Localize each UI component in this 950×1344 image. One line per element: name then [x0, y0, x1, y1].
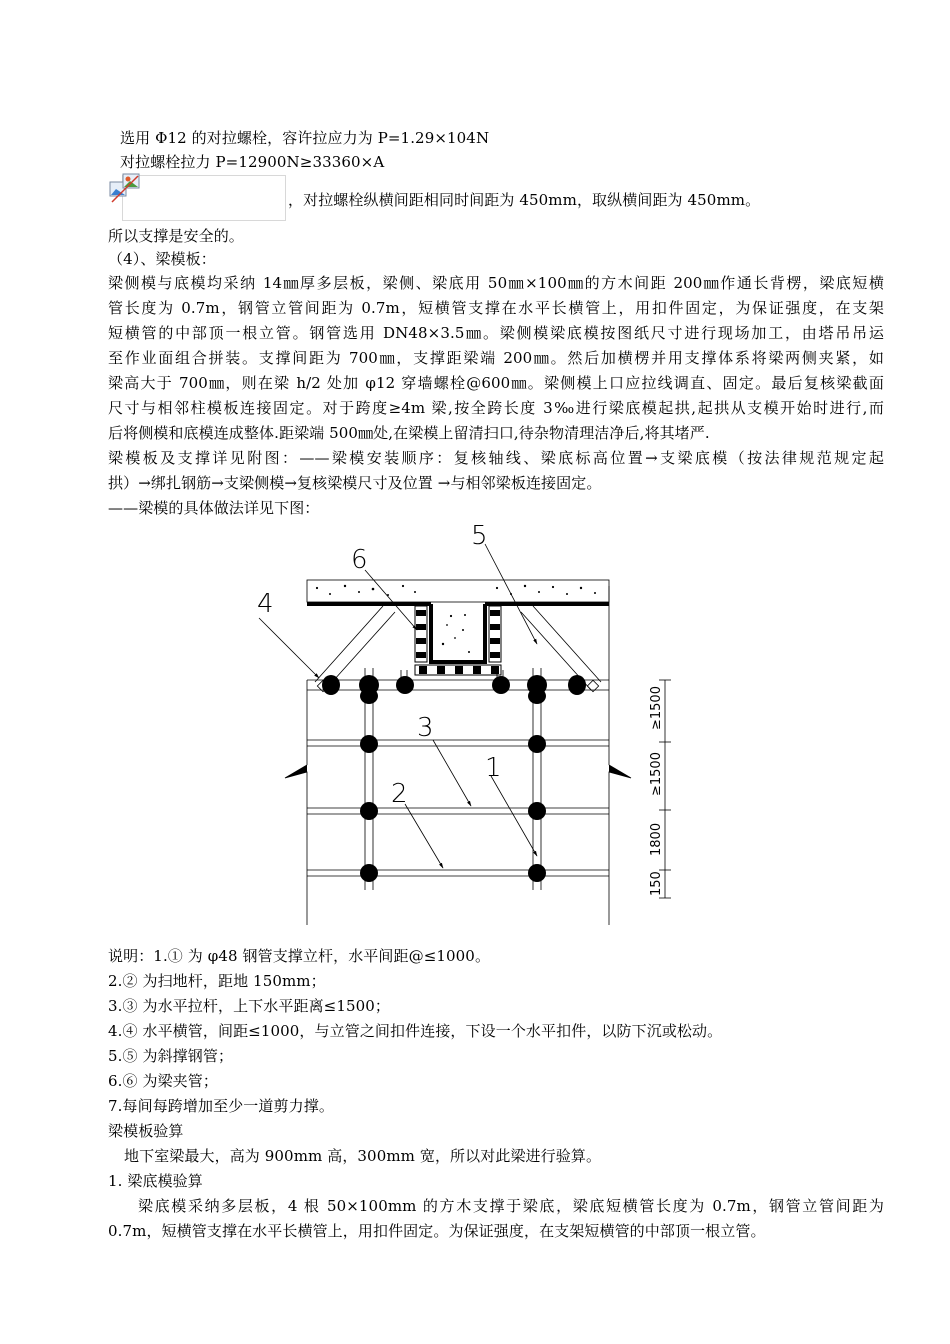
callout-label: 5	[471, 521, 488, 551]
paragraph-line: 后将侧模和底模连成整体.距梁端 500㎜处,在梁模上留清扫口,待杂物清理洁净后,将其堵严.	[108, 424, 710, 442]
beam-formwork-diagram	[255, 520, 695, 932]
paragraph-line: 管长度为 0.7m，钢管立管间距为 0.7m，短横管支撑在水平长横管上，用扣件固定，为保证强度，在支架	[108, 299, 884, 317]
beam-side-battens	[415, 606, 501, 675]
text-line: 所以支撑是安全的。	[108, 227, 244, 245]
paragraph-line: 地下室梁最大，高为 900mm 高，300mm 宽，所以对此梁进行验算。	[124, 1147, 602, 1165]
dimension-label: 1800	[649, 822, 664, 856]
paragraph-line: 梁侧模与底模均采纳 14㎜厚多层板，梁侧、梁底用 50㎜×100㎜的方木间距 200㎜作通长背楞，梁底短横	[108, 274, 884, 292]
text-line: ，对拉螺栓纵横间距相同时间距为 450mm，取纵横间距为 450mm。	[288, 191, 761, 209]
concrete-slab	[307, 580, 609, 662]
callout-label: 6	[351, 545, 368, 575]
paragraph-line: 0.7m，短横管支撑在水平长横管上，用扣件固定。为保证强度，在支架短横管的中部顶一根立管。	[108, 1222, 766, 1240]
dimension-label: ≥1500	[649, 752, 664, 796]
note-line: 说明：1.① 为 φ48 钢管支撑立杆，水平间距@≤1000。	[108, 947, 491, 965]
image-frame	[122, 175, 286, 221]
note-line: 6.⑥ 为梁夹管；	[108, 1072, 218, 1090]
paragraph-line: 至作业面组合拼装。支撑间距为 700㎜，支撑距梁端 200㎜。然后加横楞并用支撑体系将梁两侧夹紧，如	[108, 349, 884, 367]
paragraph-line: ——梁模的具体做法详见下图：	[108, 499, 320, 517]
section-heading: 梁模板验算	[108, 1122, 184, 1140]
note-line: 3.③ 为水平拉杆，上下水平距离≤1500；	[108, 997, 391, 1015]
diagonal-braces	[315, 606, 601, 692]
horizontal-tubes	[285, 586, 631, 925]
note-line: 4.④ 水平横管，间距≤1000，与立管之间扣件连接，下设一个水平扣件，以防下沉或松动。	[108, 1022, 723, 1040]
callout-label: 3	[417, 713, 434, 743]
paragraph-line: 拱）→绑扎钢筋→支梁侧模→复核梁模尺寸及位置 →与相邻梁板连接固定。	[108, 474, 602, 492]
paragraph-line: 短横管的中部顶一根立管。钢管选用 DN48×3.5㎜。梁侧模梁底模按图纸尺寸进行现场加工，由塔吊吊运	[108, 324, 884, 342]
note-line: 2.② 为扫地杆，距地 150mm；	[108, 972, 326, 990]
callout-label: 4	[257, 589, 274, 619]
paragraph-line: 梁高大于 700㎜，则在梁 h/2 处加 φ12 穿墙螺栓@600㎜。梁侧模上口应拉线调直、固定。最后复核梁截面	[108, 374, 884, 392]
broken-image-placeholder	[108, 172, 286, 222]
paragraph-line: 尺寸与相邻柱模板连接固定。对于跨度≥4m 梁,按全跨长度 3‰进行梁底模起拱,起拱从支模开始时进行,而	[108, 399, 884, 417]
callout-label: 1	[485, 753, 502, 783]
dimension-label: 150	[649, 871, 664, 896]
section-heading: 1. 梁底模验算	[108, 1172, 203, 1190]
dimension-label: ≥1500	[649, 686, 664, 730]
note-line: 7.每间每跨增加至少一道剪力撑。	[108, 1097, 334, 1115]
paragraph-line: 梁底模采纳多层板，4 根 50×100mm 的方木支撑于梁底，梁底短横管长度为 0.7m，钢管立管间距为	[138, 1197, 884, 1215]
text-line: 对拉螺栓拉力 P=12900N≥33360×A	[120, 153, 385, 171]
callout-label: 2	[391, 779, 408, 809]
section-heading: （4）、梁模板：	[108, 250, 216, 268]
couplers	[322, 675, 586, 882]
paragraph-line: 梁模板及支撑详见附图：——梁模安装顺序：复核轴线、梁底标高位置→支梁底模（按法律规范规定起	[108, 449, 884, 467]
note-line: 5.⑤ 为斜撑钢管；	[108, 1047, 234, 1065]
text-line: 选用 Φ12 的对拉螺栓，容许拉应力为 P=1.29×104N	[120, 129, 490, 147]
broken-image-icon	[108, 172, 144, 208]
